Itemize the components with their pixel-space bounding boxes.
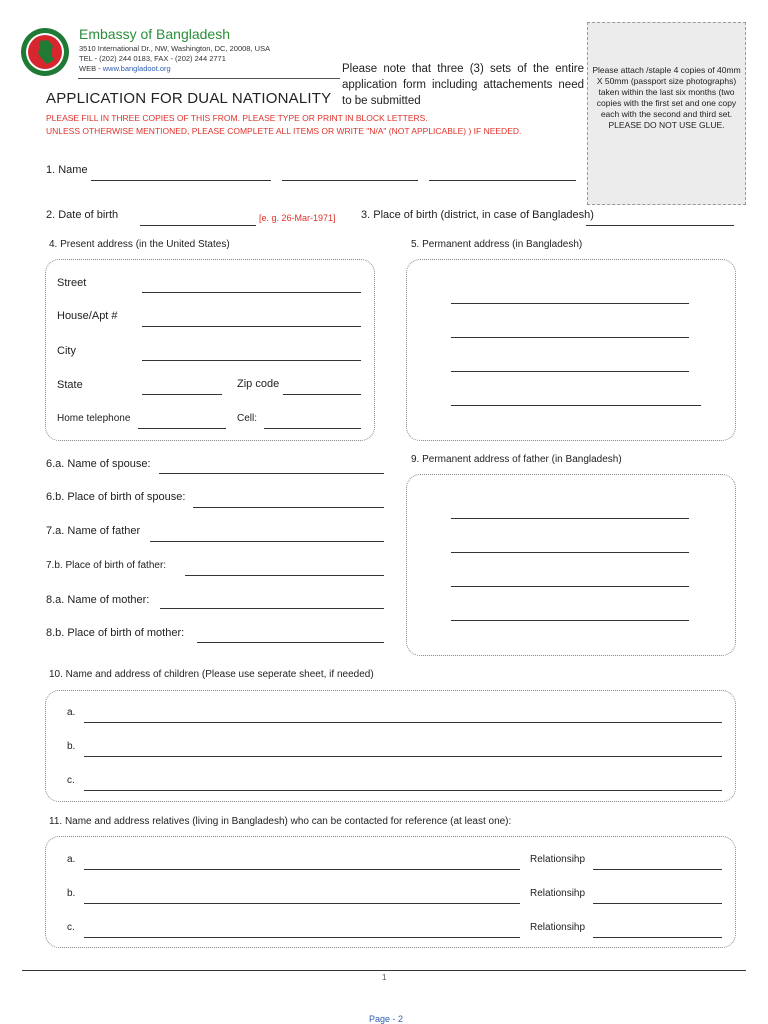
street-field[interactable] (142, 292, 361, 293)
cell-field[interactable] (264, 428, 361, 429)
permanent-address-line-1[interactable] (451, 303, 689, 304)
state-field[interactable] (142, 394, 222, 395)
children-box (45, 690, 736, 802)
father-name-field[interactable] (150, 541, 384, 542)
mother-name-label: 8.a. Name of mother: (46, 594, 150, 606)
relatives-label: 11. Name and address relatives (living in Bangladesh) who can be contacted for reference (at least one): (49, 816, 512, 827)
city-field[interactable] (142, 360, 361, 361)
house-label: House/Apt # (57, 310, 118, 322)
first-name-field[interactable] (91, 180, 271, 181)
relative-c-relationship-label: Relationsihp (530, 922, 586, 933)
header-rule (78, 78, 340, 79)
dob-field[interactable] (140, 225, 256, 226)
relatives-box (45, 836, 736, 948)
mother-name-field[interactable] (160, 608, 384, 609)
page-number: 1 (382, 973, 387, 982)
father-address-line-2[interactable] (451, 552, 689, 553)
cell-label: Cell: (237, 413, 258, 424)
spouse-pob-label: 6.b. Place of birth of spouse: (46, 491, 186, 503)
home-tel-field[interactable] (138, 428, 226, 429)
father-address-line-1[interactable] (451, 518, 689, 519)
relative-a-label: a. (67, 854, 76, 865)
father-pob-field[interactable] (185, 575, 384, 576)
father-address-label: 9. Permanent address of father (in Bangladesh) (411, 454, 622, 465)
child-b-field[interactable] (84, 756, 722, 757)
relative-b-relationship-label: Relationsihp (530, 888, 586, 899)
permanent-address-box (406, 259, 736, 441)
name-label: 1. Name (46, 164, 88, 176)
page-label: Page - 2 (369, 1014, 404, 1024)
dob-example: [e. g. 26-Mar-1971] (259, 213, 336, 223)
submission-note: Please note that three (3) sets of the entire application form including attachements need to be submitted (342, 63, 584, 107)
photo-instruction: Please attach /staple 4 copies of 40mm X 50mm (passport size photographs) taken within the last six months (two copies with the first set and one copy each with the second and third set. PLEASE DO NOT USE GLUE. (592, 65, 741, 130)
instruction-line-2: UNLESS OTHERWISE MENTIONED, PLEASE COMPLETE ALL ITEMS OR WRITE "N/A" (NOT APPLICABLE) ) IF NEEDED. (46, 126, 522, 136)
photo-box[interactable] (587, 22, 746, 205)
dob-label: 2. Date of birth (46, 209, 119, 221)
spouse-pob-field[interactable] (193, 507, 384, 508)
child-a-label: a. (67, 707, 76, 718)
government-seal-icon (20, 27, 70, 77)
web-link[interactable]: www.bangladoot.org (102, 64, 171, 73)
mother-pob-field[interactable] (197, 642, 384, 643)
footer-rule (22, 970, 746, 971)
instruction-line-1: PLEASE FILL IN THREE COPIES OF THIS FROM. PLEASE TYPE OR PRINT IN BLOCK LETTERS. (46, 113, 428, 123)
embassy-name: Embassy of Bangladesh (79, 26, 230, 42)
father-address-line-3[interactable] (451, 586, 689, 587)
child-c-field[interactable] (84, 790, 722, 791)
relative-b-relationship-field[interactable] (593, 903, 722, 904)
father-name-label: 7.a. Name of father (46, 525, 141, 537)
father-pob-label: 7.b. Place of birth of father: (46, 560, 167, 571)
mother-pob-label: 8.b. Place of birth of mother: (46, 627, 185, 639)
relative-a-relationship-label: Relationsihp (530, 854, 586, 865)
street-label: Street (57, 277, 87, 289)
child-c-label: c. (67, 775, 75, 786)
relative-a-field[interactable] (84, 869, 520, 870)
permanent-address-line-4[interactable] (451, 405, 701, 406)
web-label: WEB - (79, 64, 103, 73)
zip-label: Zip code (237, 378, 280, 390)
father-address-box (406, 474, 736, 656)
pob-label: 3. Place of birth (district, in case of Bangladesh) (361, 209, 594, 221)
child-a-field[interactable] (84, 722, 722, 723)
spouse-name-label: 6.a. Name of spouse: (46, 458, 151, 470)
permanent-address-line-2[interactable] (451, 337, 689, 338)
last-name-field[interactable] (429, 180, 576, 181)
form-title: APPLICATION FOR DUAL NATIONALITY (46, 90, 332, 107)
middle-name-field[interactable] (282, 180, 418, 181)
child-b-label: b. (67, 741, 76, 752)
state-label: State (57, 379, 83, 391)
relative-c-label: c. (67, 922, 75, 933)
children-label: 10. Name and address of children (Please use seperate sheet, if needed) (49, 669, 374, 680)
relative-b-field[interactable] (84, 903, 520, 904)
relative-a-relationship-field[interactable] (593, 869, 722, 870)
house-field[interactable] (142, 326, 361, 327)
relative-b-label: b. (67, 888, 76, 899)
pob-field[interactable] (586, 225, 734, 226)
city-label: City (57, 345, 76, 357)
relative-c-relationship-field[interactable] (593, 937, 722, 938)
permanent-address-label: 5. Permanent address (in Bangladesh) (411, 239, 583, 250)
father-address-line-4[interactable] (451, 620, 689, 621)
spouse-name-field[interactable] (159, 473, 384, 474)
embassy-phone: TEL - (202) 244 0183, FAX - (202) 244 2771 (79, 54, 226, 63)
zip-field[interactable] (283, 394, 361, 395)
present-address-label: 4. Present address (in the United States) (49, 239, 230, 250)
relative-c-field[interactable] (84, 937, 520, 938)
embassy-web (79, 64, 171, 73)
embassy-address: 3510 International Dr., NW, Washington, DC, 20008, USA (79, 44, 271, 53)
permanent-address-line-3[interactable] (451, 371, 689, 372)
home-tel-label: Home telephone (57, 413, 131, 424)
